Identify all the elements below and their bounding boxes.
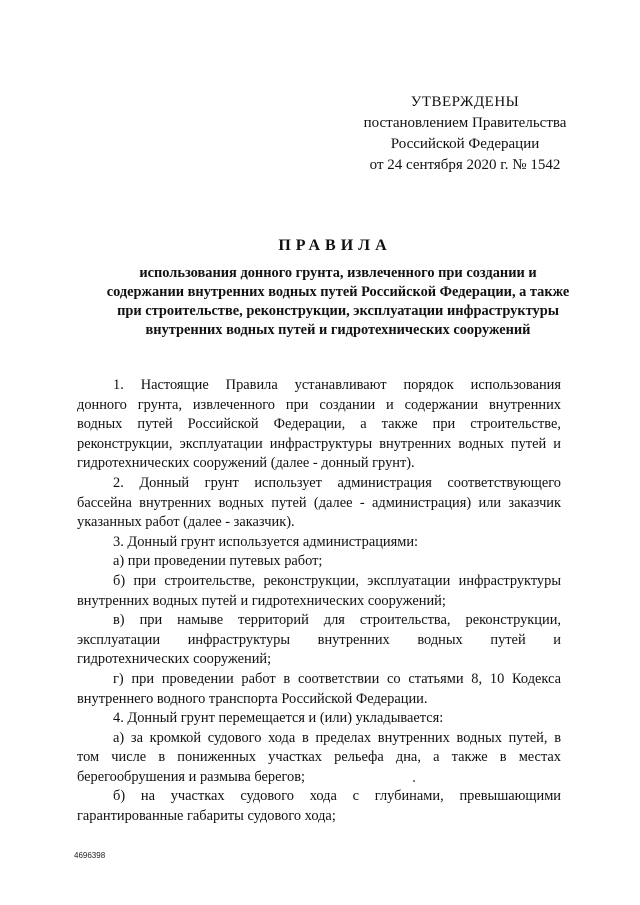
- paragraph-line: гарантированные габариты судового хода;: [77, 808, 336, 825]
- paragraph-line: а) при проведении путевых работ;: [113, 553, 323, 570]
- paragraph-line: гидротехнических сооружений (далее - донный грунт).: [77, 455, 415, 472]
- paragraph-line: том числе в пониженных участках рельефа дна, а также в местах: [77, 749, 561, 766]
- paragraph-line: 2. Донный грунт использует администрация соответствующего: [113, 474, 561, 491]
- approval-date-number: от 24 сентября 2020 г. № 1542: [369, 157, 561, 173]
- paragraph-line: эксплуатации инфраструктуры внутренних водных путей и: [77, 631, 561, 648]
- subtitle-line: содержании внутренних водных путей Российской Федерации, а также: [106, 284, 570, 300]
- subtitle-line: использования донного грунта, извлеченного при создании и: [139, 265, 537, 281]
- scan-speck: [413, 780, 415, 782]
- paragraph: [77, 729, 561, 788]
- paragraph-line: 3. Донный грунт используется администрациями:: [113, 533, 419, 550]
- approval-title: УТВЕРЖДЕНЫ: [410, 94, 520, 110]
- paragraph: [77, 787, 561, 826]
- paragraph: [77, 376, 561, 474]
- document-heading: ПРАВИЛА: [278, 237, 392, 254]
- paragraph-line: 1. Настоящие Правила устанавливают порядок использования: [113, 377, 561, 393]
- paragraph-line: а) за кромкой судового хода в пределах внутренних водных путей, в: [113, 729, 561, 746]
- subtitle-line: при строительстве, реконструкции, эксплуатации инфраструктуры: [117, 303, 559, 319]
- document-body: [77, 376, 561, 827]
- paragraph-line: берегообрушения и размыва берегов;: [77, 768, 306, 785]
- paragraph: [77, 670, 561, 709]
- approval-line: постановлением Правительства: [363, 115, 567, 131]
- paragraph: [77, 611, 561, 670]
- paragraph-line: б) на участках судового хода с глубинами, превышающими: [113, 788, 561, 805]
- paragraph-line: внутренних водных путей и гидротехнических сооружений;: [77, 592, 446, 609]
- paragraph-line: внутреннего водного транспорта Российской Федерации.: [77, 690, 428, 707]
- subtitle-line: внутренних водных путей и гидротехнических сооружений: [145, 322, 531, 338]
- paragraph-line: в) при намыве территорий для строительства, реконструкции,: [113, 612, 561, 629]
- paragraph: [77, 572, 561, 611]
- paragraph-line: г) при проведении работ в соответствии со статьями 8, 10 Кодекса: [113, 670, 561, 687]
- paragraph: [77, 474, 561, 533]
- paragraph-line: гидротехнических сооружений;: [77, 651, 272, 668]
- approval-line: Российской Федерации: [390, 136, 540, 152]
- paragraph-line: указанных работ (далее - заказчик).: [77, 514, 295, 531]
- paragraph-line: 4. Донный грунт перемещается и (или) укладывается:: [113, 710, 444, 727]
- paragraph: [77, 709, 561, 729]
- paragraph-line: донного грунта, извлеченного при создании и содержании внутренних: [77, 396, 561, 413]
- approval-stamp: [340, 92, 590, 176]
- paragraph-line: реконструкции, эксплуатации инфраструктуры внутренних водных путей и: [77, 435, 561, 452]
- paragraph-line: б) при строительстве, реконструкции, эксплуатации инфраструктуры: [113, 572, 561, 589]
- paragraph: [77, 533, 561, 553]
- document-id: 4696398: [74, 851, 106, 860]
- paragraph: [77, 552, 561, 572]
- paragraph-line: бассейна внутренних водных путей (далее - администрация) или заказчик: [77, 494, 561, 511]
- paragraph-line: водных путей Российской Федерации, а также при строительстве,: [77, 416, 561, 433]
- document-subtitle: [88, 264, 588, 340]
